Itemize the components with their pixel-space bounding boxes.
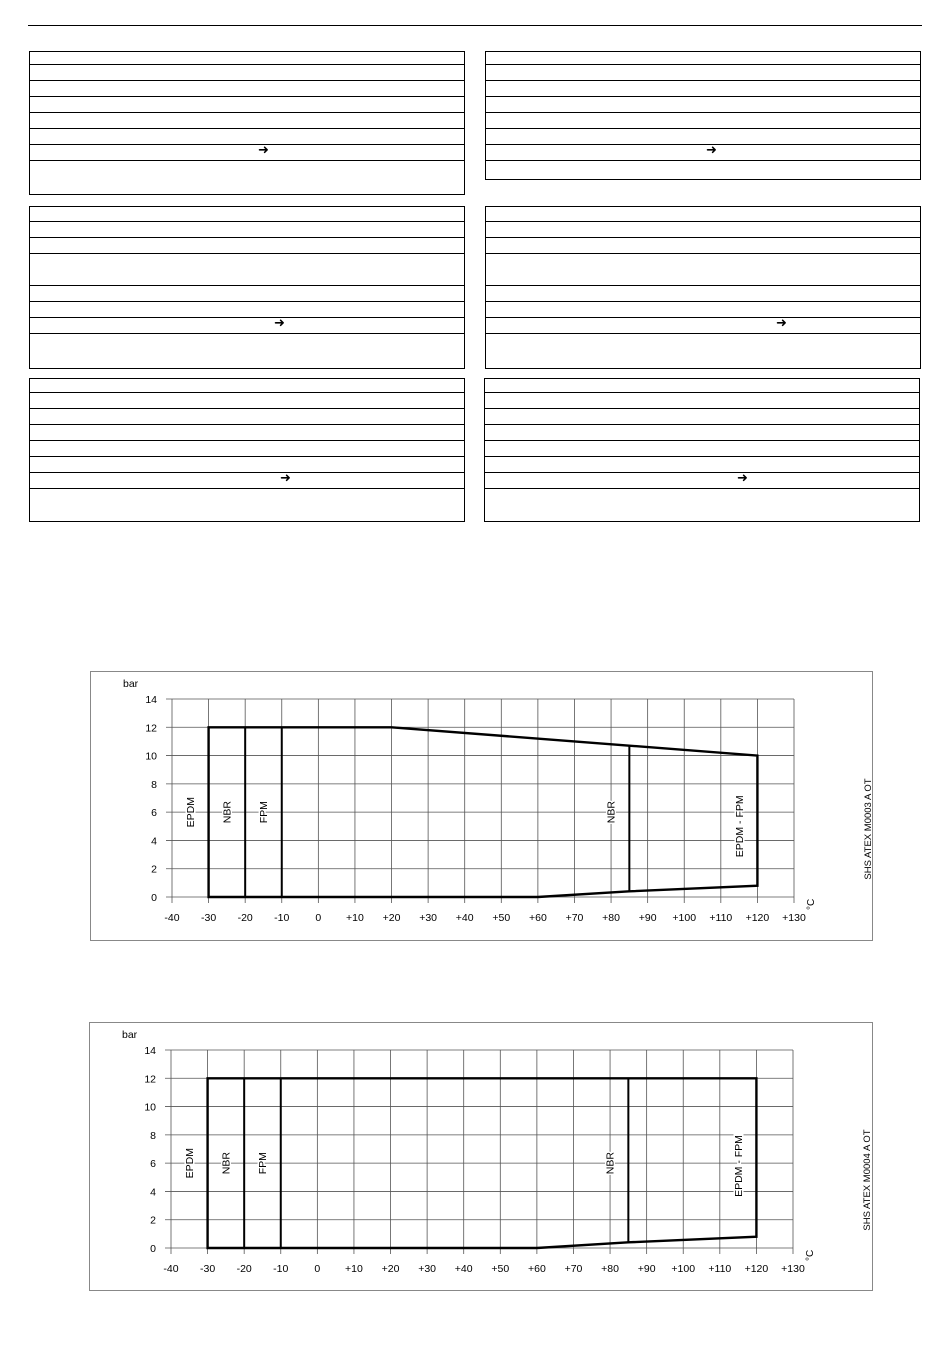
y-axis-label: bar (122, 1029, 138, 1041)
x-tick-label: +130 (782, 912, 806, 924)
table-row (30, 393, 464, 409)
x-tick-label: +50 (492, 912, 511, 924)
table-row (486, 315, 920, 334)
table-row (30, 161, 464, 194)
material-region-label: FPM (258, 801, 271, 824)
table-row (485, 470, 919, 489)
material-region-label: EPDM (184, 796, 197, 828)
table-row (30, 65, 464, 81)
y-tick-label: 8 (150, 1129, 156, 1142)
x-tick-label: -30 (200, 912, 217, 924)
table-row (30, 207, 464, 222)
table-row (30, 302, 464, 318)
y-tick-label: 14 (144, 1045, 156, 1057)
spec-table-5 (29, 378, 465, 522)
y-tick-label: 0 (151, 892, 157, 904)
x-tick-label: -30 (199, 1263, 216, 1275)
drawing-code-label: SHS ATEX M0004 A OT (862, 1129, 873, 1231)
x-tick-label: +20 (382, 912, 401, 924)
arrow-right-icon: ➜ (776, 315, 787, 330)
x-tick-label: -20 (236, 1263, 252, 1275)
material-region-label: NBR (220, 1152, 233, 1175)
arrow-right-icon: ➜ (280, 470, 291, 485)
table-row (486, 334, 920, 368)
y-tick-label: 6 (150, 1158, 156, 1171)
table-row (30, 379, 464, 393)
y-tick-label: 8 (151, 778, 157, 791)
table-row (486, 161, 920, 179)
arrow-right-icon: ➜ (706, 142, 717, 157)
material-region-label: EPDM (183, 1147, 196, 1179)
y-tick-label: 0 (150, 1243, 156, 1255)
table-row (30, 489, 464, 521)
x-tick-label: +70 (565, 912, 584, 924)
table-row (30, 129, 464, 145)
x-tick-label: +20 (381, 1263, 400, 1275)
x-tick-label: +90 (637, 1263, 656, 1275)
x-tick-label: +30 (419, 912, 438, 924)
x-tick-label: +120 (744, 1263, 769, 1275)
table-row (485, 393, 919, 409)
table-row (30, 97, 464, 113)
table-row (30, 334, 464, 368)
table-row (486, 286, 920, 302)
material-region-label: EPDM - FPM (732, 1135, 745, 1197)
table-row (30, 315, 464, 334)
table-row (30, 238, 464, 254)
x-tick-label: +110 (709, 912, 733, 924)
arrow-right-icon: ➜ (737, 470, 748, 485)
material-region-label: FPM (257, 1152, 270, 1175)
x-tick-label: +60 (527, 1263, 546, 1275)
y-tick-label: 6 (151, 807, 157, 820)
table-row (30, 441, 464, 457)
table-row (486, 207, 920, 222)
x-tick-label: -40 (164, 912, 180, 924)
chart-2-svg (90, 1023, 874, 1292)
table-row (486, 65, 920, 81)
table-row (485, 489, 919, 521)
table-row (486, 222, 920, 238)
y-tick-label: 10 (144, 1101, 156, 1114)
x-tick-label: +50 (491, 1263, 510, 1275)
y-tick-label: 4 (151, 835, 157, 848)
table-row (486, 254, 920, 286)
material-region-label: NBR (604, 1152, 617, 1175)
table-row (485, 379, 919, 393)
spec-table-1 (29, 51, 465, 195)
spec-table-3 (29, 206, 465, 369)
x-tick-label: -20 (237, 912, 253, 924)
table-row (486, 97, 920, 113)
pressure-temperature-chart-2 (89, 1022, 873, 1291)
top-rule (28, 25, 922, 26)
spec-table-4 (485, 206, 921, 369)
y-axis-label: bar (123, 678, 139, 690)
x-tick-label: +40 (455, 912, 474, 924)
table-row (485, 457, 919, 473)
table-row (30, 470, 464, 489)
arrow-right-icon: ➜ (274, 315, 285, 330)
y-tick-label: 10 (145, 750, 157, 763)
x-tick-label: -10 (274, 912, 290, 924)
x-tick-label: +30 (418, 1263, 437, 1275)
table-row (30, 52, 464, 65)
table-row (30, 142, 464, 161)
material-region-label: EPDM - FPM (733, 795, 746, 858)
drawing-code-label: SHS ATEX M0003 A OT (863, 778, 874, 880)
x-tick-label: +80 (601, 1263, 619, 1275)
y-tick-label: 14 (145, 694, 157, 706)
table-row (486, 142, 920, 161)
table-row (30, 425, 464, 441)
x-axis-label: °C (806, 898, 817, 910)
table-row (30, 457, 464, 473)
table-row (486, 302, 920, 318)
y-tick-label: 12 (145, 722, 157, 735)
material-region-label: NBR (605, 801, 618, 824)
spec-table-6 (484, 378, 920, 522)
x-axis-label: °C (805, 1249, 816, 1261)
x-tick-label: 0 (315, 912, 322, 924)
table-row (30, 81, 464, 97)
x-tick-label: +120 (745, 912, 770, 924)
x-tick-label: +70 (564, 1263, 583, 1275)
table-row (30, 222, 464, 238)
x-tick-label: +110 (708, 1263, 732, 1275)
material-region-label: NBR (221, 801, 234, 824)
arrow-right-icon: ➜ (258, 142, 269, 157)
chart-1-svg (91, 672, 874, 942)
table-row (30, 409, 464, 425)
table-row (486, 129, 920, 145)
table-row (485, 409, 919, 425)
x-tick-label: +10 (345, 1263, 363, 1275)
table-row (486, 113, 920, 129)
spec-table-2 (485, 51, 921, 180)
x-tick-label: +90 (638, 912, 657, 924)
x-tick-label: 0 (314, 1263, 321, 1275)
x-tick-label: +100 (672, 912, 697, 924)
table-row (486, 52, 920, 65)
y-tick-label: 2 (150, 1214, 156, 1227)
table-row (30, 286, 464, 302)
x-tick-label: +130 (781, 1263, 805, 1275)
table-row (486, 81, 920, 97)
x-tick-label: -40 (163, 1263, 179, 1275)
table-row (30, 113, 464, 129)
x-tick-label: -10 (273, 1263, 289, 1275)
table-row (485, 441, 919, 457)
table-row (30, 254, 464, 286)
y-tick-label: 2 (151, 863, 157, 876)
x-tick-label: +40 (454, 1263, 473, 1275)
x-tick-label: +80 (602, 912, 620, 924)
x-tick-label: +60 (528, 912, 547, 924)
table-row (486, 238, 920, 254)
x-tick-label: +100 (671, 1263, 696, 1275)
x-tick-label: +10 (346, 912, 364, 924)
table-row (485, 425, 919, 441)
y-tick-label: 4 (150, 1186, 156, 1199)
y-tick-label: 12 (144, 1073, 156, 1086)
pressure-temperature-chart-1 (90, 671, 873, 941)
